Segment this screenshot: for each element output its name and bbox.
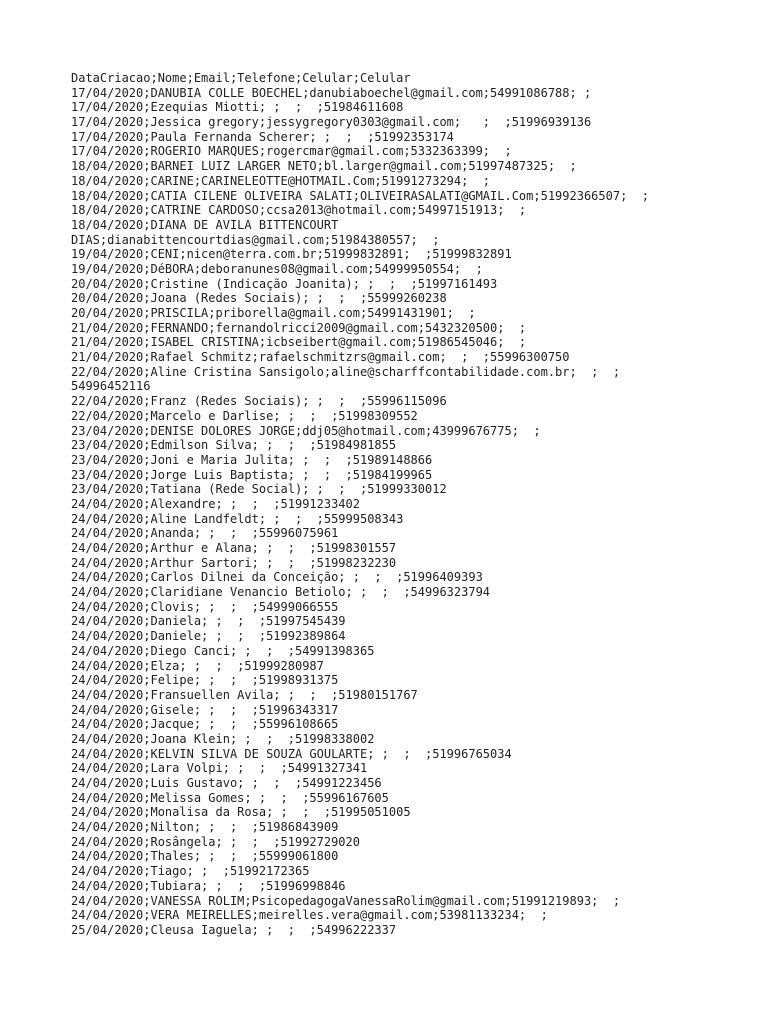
csv-line: 24/04/2020;Melissa Gomes; ; ; ;55996167605 xyxy=(71,790,389,805)
csv-line: 24/04/2020;Tiago; ; ;51992172365 xyxy=(71,864,310,879)
csv-line: 21/04/2020;Rafael Schmitz;rafaelschmitzrs@gmail.com; ; ;55996300750 xyxy=(71,350,570,365)
csv-line: 17/04/2020;DANUBIA COLLE BOECHEL;danubiaboechel@gmail.com;54991086788; ; xyxy=(71,85,592,100)
csv-line: 18/04/2020;CATIA CILENE OLIVEIRA SALATI;OLIVEIRASALATI@GMAIL.Com;51992366507; ; xyxy=(71,188,649,203)
csv-line: 24/04/2020;KELVIN SILVA DE SOUZA GOULARTE; ; ; ;51996765034 xyxy=(71,746,512,761)
csv-line: 20/04/2020;Joana (Redes Sociais); ; ; ;55999260238 xyxy=(71,291,447,306)
csv-line: 23/04/2020;Jorge Luis Baptista; ; ; ;51984199965 xyxy=(71,467,433,482)
csv-line: 18/04/2020;CARINE;CARINELEOTTE@HOTMAIL.Com;51991273294; ; xyxy=(71,173,491,188)
csv-line: 23/04/2020;Joni e Maria Julita; ; ; ;51989148866 xyxy=(71,452,433,467)
csv-line: 24/04/2020;Elza; ; ; ;51999280987 xyxy=(71,658,324,673)
csv-line: 24/04/2020;Clovis; ; ; ;54999066555 xyxy=(71,599,339,614)
csv-line: 24/04/2020;Aline Landfeldt; ; ; ;55999508343 xyxy=(71,511,404,526)
csv-line: 54996452116 xyxy=(71,379,151,394)
csv-line: 24/04/2020;Nilton; ; ; ;51986843909 xyxy=(71,820,339,835)
csv-line: 17/04/2020;Ezequias Miotti; ; ; ;51984611608 xyxy=(71,100,404,115)
csv-line: 24/04/2020;Fransuellen Avila; ; ; ;51980151767 xyxy=(71,687,418,702)
csv-line: 23/04/2020;Edmilson Silva; ; ; ;51984981855 xyxy=(71,438,397,453)
csv-line: 24/04/2020;Joana Klein; ; ; ;51998338002 xyxy=(71,731,375,746)
csv-line: 21/04/2020;ISABEL CRISTINA;icbseibert@gmail.com;51986545046; ; xyxy=(71,335,527,350)
csv-line: 19/04/2020;CENI;nicen@terra.com.br;51999832891; ;51999832891 xyxy=(71,247,512,262)
csv-line: 24/04/2020;Alexandre; ; ; ;51991233402 xyxy=(71,496,360,511)
csv-line: 24/04/2020;Daniele; ; ; ;51992389864 xyxy=(71,629,346,644)
csv-line: 22/04/2020;Aline Cristina Sansigolo;aline@scharffcontabilidade.com.br; ; ; xyxy=(71,364,621,379)
csv-document xyxy=(71,71,761,938)
csv-line: 23/04/2020;DENISE DOLORES JORGE;ddj05@hotmail.com;43999676775; ; xyxy=(71,423,541,438)
csv-line: 17/04/2020;Paula Fernanda Scherer; ; ; ;51992353174 xyxy=(71,129,454,144)
csv-line: 23/04/2020;Tatiana (Rede Social); ; ; ;51999330012 xyxy=(71,482,447,497)
csv-line: 18/04/2020;CATRINE CARDOSO;ccsa2013@hotmail.com;54997151913; ; xyxy=(71,203,527,218)
csv-line: 24/04/2020;Thales; ; ; ;55999061800 xyxy=(71,849,339,864)
csv-line: 24/04/2020;Lara Volpi; ; ; ;54991327341 xyxy=(71,761,368,776)
csv-line: 25/04/2020;Cleusa Iaguela; ; ; ;54996222337 xyxy=(71,922,397,937)
csv-line: 20/04/2020;Cristine (Indicação Joanita); ; ; ;51997161493 xyxy=(71,276,498,291)
csv-line: 17/04/2020;Jessica gregory;jessygregory0303@gmail.com; ; ;51996939136 xyxy=(71,115,592,130)
csv-line: 24/04/2020;Diego Canci; ; ; ;54991398365 xyxy=(71,643,375,658)
csv-line: 24/04/2020;Rosângela; ; ; ;51992729020 xyxy=(71,834,360,849)
csv-line: 24/04/2020;Arthur e Alana; ; ; ;51998301557 xyxy=(71,541,397,555)
csv-line: 24/04/2020;Daniela; ; ; ;51997545439 xyxy=(71,614,346,629)
csv-line: 24/04/2020;Monalisa da Rosa; ; ; ;51995051005 xyxy=(71,805,411,820)
csv-line: 24/04/2020;Jacque; ; ; ;55996108665 xyxy=(71,717,339,732)
csv-line: 18/04/2020;BARNEI LUIZ LARGER NETO;bl.larger@gmail.com;51997487325; ; xyxy=(71,159,577,174)
csv-line: DIAS;dianabittencourtdias@gmail.com;51984380557; ; xyxy=(71,232,440,247)
csv-line: 22/04/2020;Franz (Redes Sociais); ; ; ;55996115096 xyxy=(71,394,447,409)
csv-line: 20/04/2020;PRISCILA;priborella@gmail.com;54991431901; ; xyxy=(71,306,476,320)
csv-line: 24/04/2020;Carlos Dilnei da Conceição; ; ; ;51996409393 xyxy=(71,570,483,585)
csv-line: 19/04/2020;DéBORA;deboranunes08@gmail.com;54999950554; ; xyxy=(71,261,483,276)
csv-line: 17/04/2020;ROGERIO MARQUES;rogercmar@gmail.com;5332363399; ; xyxy=(71,144,512,159)
csv-line: 24/04/2020;Claridiane Venancio Betiolo; ; ; ;54996323794 xyxy=(71,585,491,600)
csv-line: 24/04/2020;Felipe; ; ; ;51998931375 xyxy=(71,673,339,688)
csv-line: 22/04/2020;Marcelo e Darlise; ; ; ;51998309552 xyxy=(71,408,418,423)
csv-line: 24/04/2020;Arthur Sartori; ; ; ;51998232230 xyxy=(71,555,397,570)
csv-line: 24/04/2020;Ananda; ; ; ;55996075961 xyxy=(71,526,339,541)
csv-line: 24/04/2020;VERA MEIRELLES;meirelles.vera@gmail.com;53981133234; ; xyxy=(71,908,548,923)
csv-line: 24/04/2020;VANESSA ROLIM;PsicopedagogaVanessaRolim@gmail.com;51991219893; ; xyxy=(71,893,621,908)
csv-line: 21/04/2020;FERNANDO;fernandolricci2009@gmail.com;5432320500; ; xyxy=(71,320,527,335)
csv-line: 24/04/2020;Luis Gustavo; ; ; ;54991223456 xyxy=(71,776,382,790)
csv-line: 24/04/2020;Gisele; ; ; ;51996343317 xyxy=(71,702,339,717)
csv-line: 24/04/2020;Tubiara; ; ; ;51996998846 xyxy=(71,878,346,893)
csv-header-line: DataCriacao;Nome;Email;Telefone;Celular;Celular xyxy=(71,71,411,85)
csv-line: 18/04/2020;DIANA DE AVILA BITTENCOURT xyxy=(71,217,339,232)
